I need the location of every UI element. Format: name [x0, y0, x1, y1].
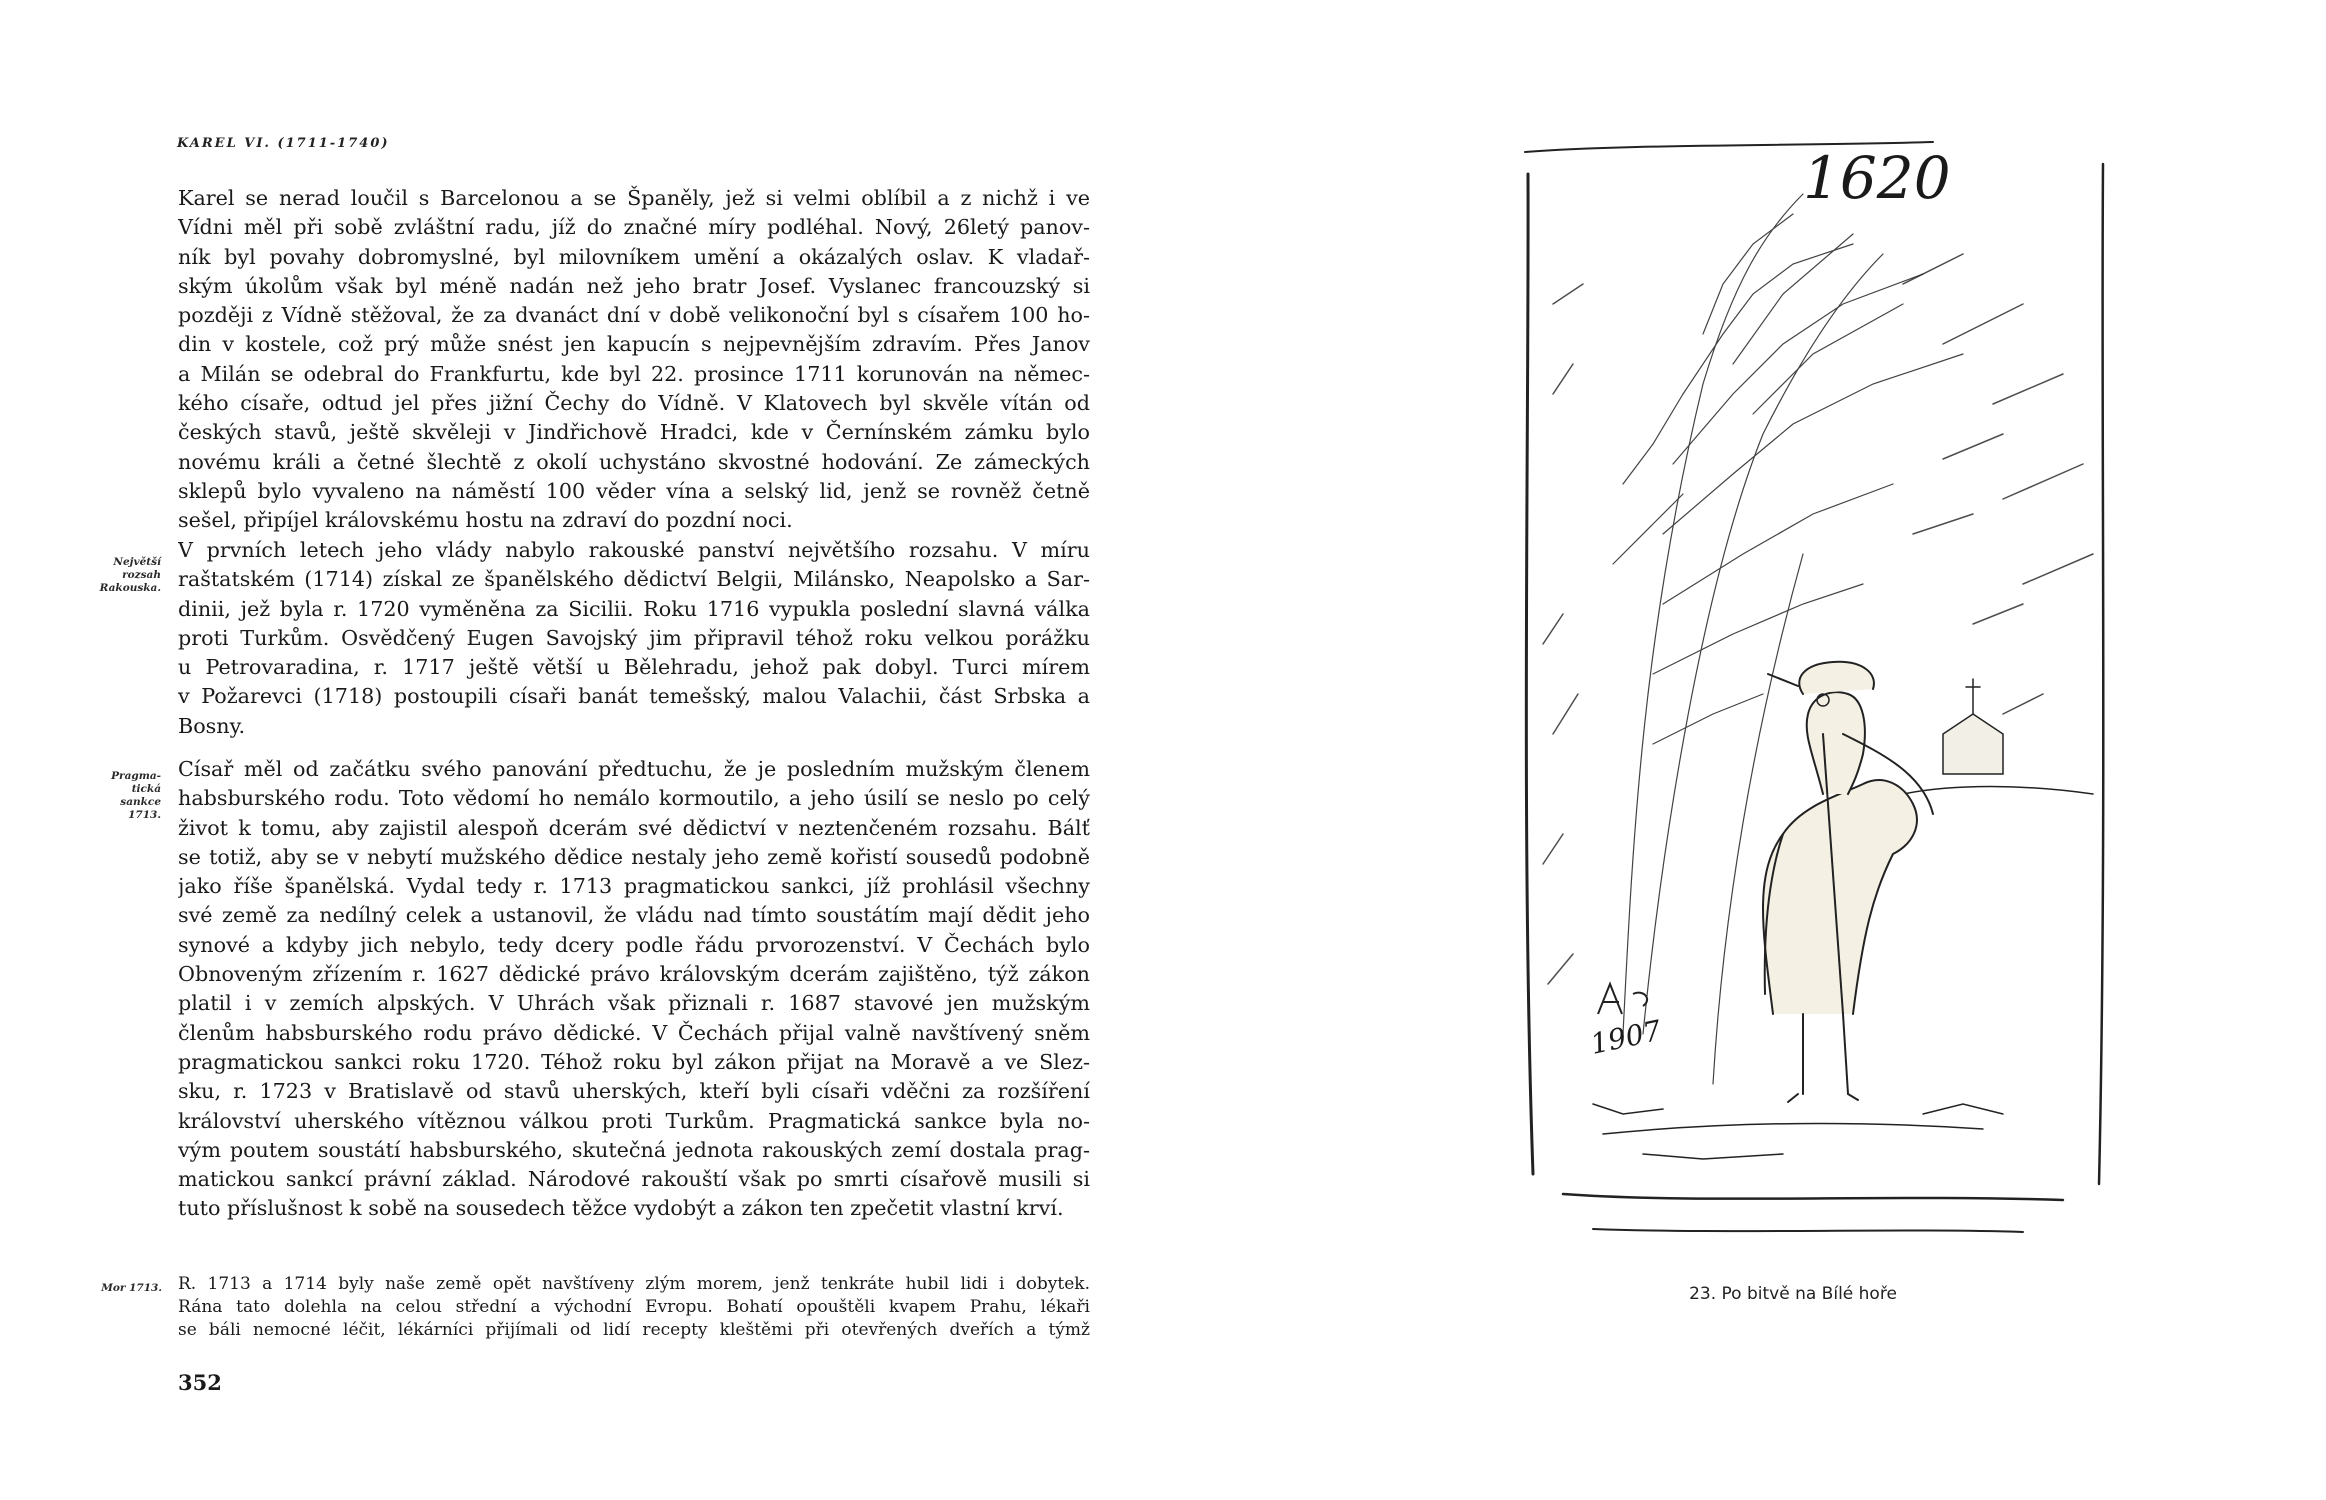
right-page	[1163, 0, 2326, 1500]
text-line: v Požarevci (1718) postoupili císaři banát temešský, malou Valachii, část Srbska a	[178, 684, 1090, 709]
text-line: pragmatickou sankci roku 1720. Téhož roku byl zákon přijat na Moravě a ve Slez-	[178, 1049, 1090, 1074]
text-line: platil i v zemích alpských. V Uhrách však přiznali r. 1687 stavové jen mužským	[178, 991, 1090, 1016]
text-line: matickou sankcí právní základ. Národové rakouští však po smrti císařově musili si	[178, 1167, 1090, 1192]
text-line: novému králi a četné šlechtě z okolí uchystáno skvostné hodování. Ze zámeckých	[178, 449, 1090, 474]
text-line: Obnoveným zřízením r. 1627 dědické právo královským dcerám zajištěno, týž zákon	[178, 962, 1090, 987]
footnote	[178, 1273, 1090, 1342]
text-line: Karel se nerad loučil s Barcelonou a se Španěly, jež si velmi oblíbil a z nichž i ve	[178, 186, 1090, 210]
figure-caption: 23. Po bitvě na Bílé hoře	[1689, 1284, 1897, 1304]
text-line: své země za nedílný celek a ustanovil, že vládu nad tímto soustátím mají dědit jeho	[178, 903, 1090, 928]
footnote-line: R. 1713 a 1714 byly naše země opět navštíveny zlým morem, jenž tenkráte hubil lidi i dobytek.	[178, 1274, 1090, 1294]
running-head: KAREL VI. (1711-1740)	[177, 136, 390, 151]
text-line: u Petrovaradina, r. 1717 ještě větší u Bělehradu, jehož pak dobyl. Turci mírem	[178, 655, 1090, 680]
margin-note-plague: Mor 1713.	[101, 1282, 162, 1294]
margin-note-pragmatic-sanction: Pragma- tická sankce 1713.	[111, 770, 161, 821]
text-line: ník byl povahy dobromyslné, byl milovníkem umění a okázalých oslav. K vladař-	[178, 244, 1090, 269]
text-line: tuto příslušnost k sobě na sousedech těžce vydobýt a zákon ten zpečetit vlastní krví.	[178, 1196, 1064, 1221]
text-line: a Milán se odebral do Frankfurtu, kde byl 22. prosince 1711 korunován na němec-	[178, 361, 1090, 386]
text-line: jako říše španělská. Vydal tedy r. 1713 pragmatickou sankci, jíž prohlásil všechny	[178, 874, 1090, 899]
text-line: království uherského vítěznou válkou proti Turkům. Pragmatická sankce byla no-	[178, 1108, 1090, 1133]
text-line: českých stavů, ještě skvěleji v Jindřichově Hradci, kde v Černínském zámku bylo	[178, 420, 1090, 445]
text-line: din v kostele, což prý může snést jen kapucín s nejpevnějším zdravím. Přes Janov	[178, 332, 1090, 357]
text-line: Vídni měl při sobě zvláštní radu, jíž do značné míry podléhal. Nový, 26letý panov-	[178, 215, 1090, 240]
text-line: Bosny.	[178, 713, 246, 738]
text-line: synové a kdyby jich nebylo, tedy dcery podle řádu prvorozenství. V Čechách bylo	[178, 932, 1090, 957]
illustration-drawing	[1503, 134, 2123, 1264]
margin-note-largest-extent: Největší rozsah Rakouska.	[99, 556, 161, 594]
text-line: sklepů bylo vyvaleno na náměstí 100 věder vína a selský lid, jenž se rovněž četně	[178, 478, 1090, 503]
paragraph-3	[178, 755, 1090, 1224]
year-inscription: 1620	[1803, 144, 1951, 212]
text-line: později z Vídně stěžoval, že za dvanáct dní v době velikonoční byl s císařem 100 ho-	[178, 303, 1090, 328]
text-line: dinii, jež byla r. 1720 vyměněna za Sicilii. Roku 1716 vypukla poslední slavná válka	[178, 596, 1090, 621]
paragraph-2	[178, 536, 1090, 741]
text-line: se totiž, aby se v nebytí mužského dědice nestaly jeho země kořistí sousedů podobně	[178, 844, 1090, 869]
footnote-line: se báli nemocné léčit, lékárníci přijímali od lidí recepty kleštěmi při otevřených dveřích a týmž	[178, 1320, 1090, 1340]
text-line: členům habsburského rodu právo dědické. V Čechách přijal valně navštívený sněm	[178, 1020, 1090, 1045]
text-line: život k tomu, aby zajistil alespoň dcerám své dědictví v neztenčeném rozsahu. Bálť	[178, 815, 1090, 840]
illustration-rider-after-battle	[1503, 134, 2123, 1264]
paragraph-1	[178, 184, 1090, 536]
text-line: V prvních letech jeho vlády nabylo rakouské panství největšího rozsahu. V míru	[178, 538, 1090, 562]
text-line: kého císaře, odtud jel přes jižní Čechy do Vídně. V Klatovech byl skvěle vítán od	[178, 391, 1090, 416]
signature-date: 1907	[1587, 1013, 1665, 1061]
text-line: Císař měl od začátku svého panování předtuchu, že je posledním mužským členem	[178, 757, 1090, 781]
text-line: ským úkolům však byl méně nadán než jeho bratr Josef. Vyslanec francouzský si	[178, 273, 1090, 298]
text-line: vým poutem soustátí habsburského, skutečná jednota rakouských zemí dostala prag-	[178, 1137, 1090, 1162]
text-line: proti Turkům. Osvědčený Eugen Savojský jim připravil téhož roku velkou porážku	[178, 625, 1090, 650]
text-line: sešel, připíjel královskému hostu na zdraví do pozdní noci.	[178, 508, 793, 533]
text-line: raštatském (1714) získal ze španělského dědictví Belgii, Milánsko, Neapolsko a Sar-	[178, 567, 1090, 592]
text-line: habsburského rodu. Toto vědomí ho nemálo kormoutilo, a jeho úsilí se neslo po celý	[178, 786, 1090, 811]
footnote-line: Rána tato dolehla na celou střední a východní Evropu. Bohatí opouštěli kvapem Prahu, lékaři	[178, 1297, 1090, 1317]
page-number: 352	[178, 1370, 222, 1395]
text-line: sku, r. 1723 v Bratislavě od stavů uherských, kteří byli císaři vděčni za rozšíření	[178, 1079, 1090, 1104]
